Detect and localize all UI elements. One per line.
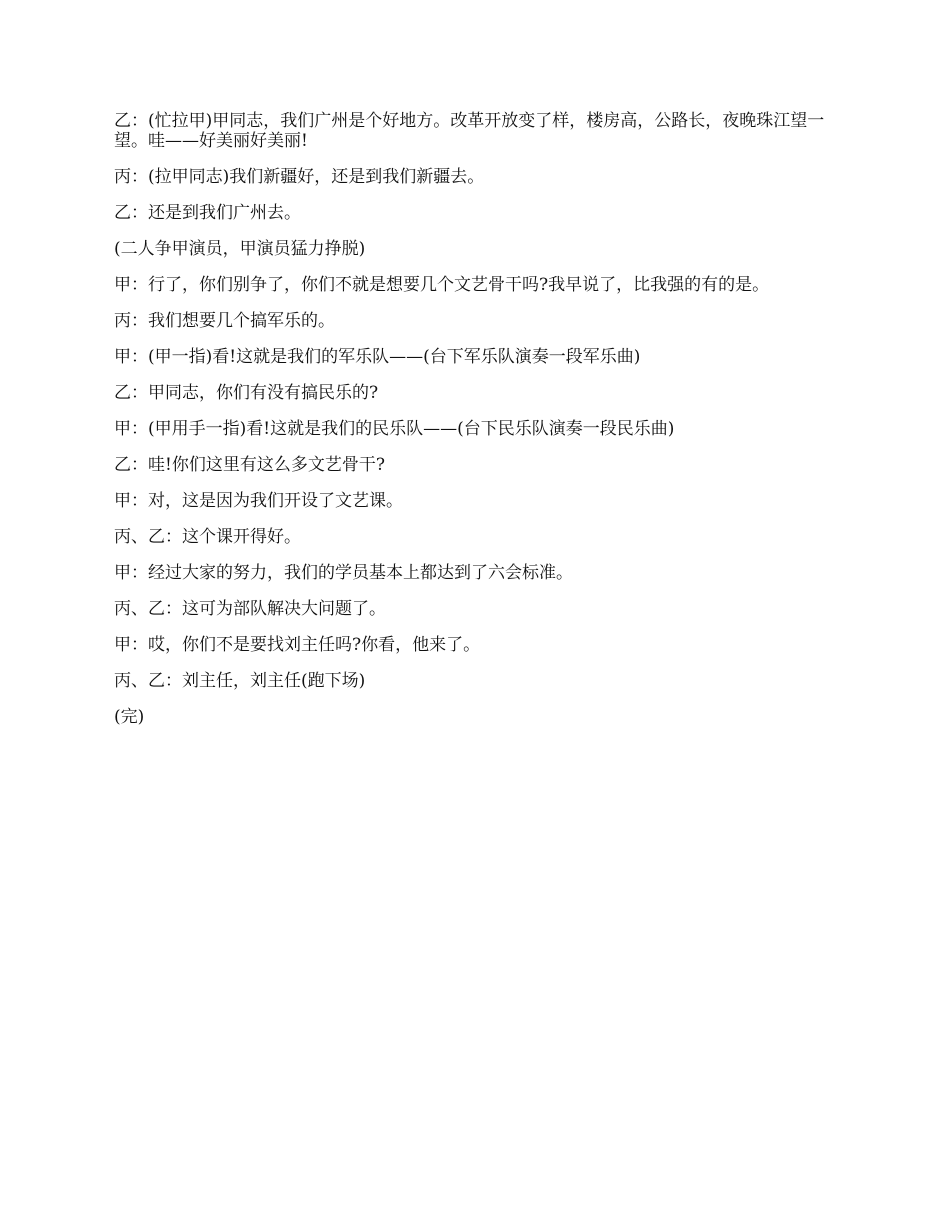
dialogue-line: 甲：经过大家的努力，我们的学员基本上都达到了六会标准。 [114, 563, 573, 583]
dialogue-line: 甲：对，这是因为我们开设了文艺课。 [114, 491, 403, 511]
dialogue-line: 乙：(忙拉甲)甲同志，我们广州是个好地方。改革开放变了样，楼房高，公路长，夜晚珠江望一望。哇——好美丽好美丽! [114, 111, 825, 151]
dialogue-line: 甲：行了，你们别争了，你们不就是想要几个文艺骨干吗?我早说了，比我强的有的是。 [114, 275, 770, 295]
dialogue-line: 丙：我们想要几个搞军乐的。 [114, 311, 335, 331]
dialogue-line: 乙：甲同志，你们有没有搞民乐的? [114, 383, 379, 403]
document-body [114, 111, 839, 743]
dialogue-line: 丙、乙：刘主任，刘主任(跑下场) [114, 671, 366, 691]
dialogue-line: 甲：(甲一指)看!这就是我们的军乐队——(台下军乐队演奏一段军乐曲) [114, 347, 641, 367]
dialogue-line: 甲：哎，你们不是要找刘主任吗?你看，他来了。 [114, 635, 481, 655]
stage-direction: (二人争甲演员，甲演员猛力挣脱) [114, 239, 366, 259]
dialogue-line: 丙、乙：这个课开得好。 [114, 527, 301, 547]
dialogue-line: 丙、乙：这可为部队解决大问题了。 [114, 599, 386, 619]
dialogue-line: 乙：还是到我们广州去。 [114, 203, 301, 223]
dialogue-line: 乙：哇!你们这里有这么多文艺骨干? [114, 455, 385, 475]
dialogue-line: 甲：(甲用手一指)看!这就是我们的民乐队——(台下民乐队演奏一段民乐曲) [114, 419, 675, 439]
ending-mark: (完) [114, 707, 145, 727]
dialogue-line: 丙：(拉甲同志)我们新疆好，还是到我们新疆去。 [114, 167, 485, 187]
